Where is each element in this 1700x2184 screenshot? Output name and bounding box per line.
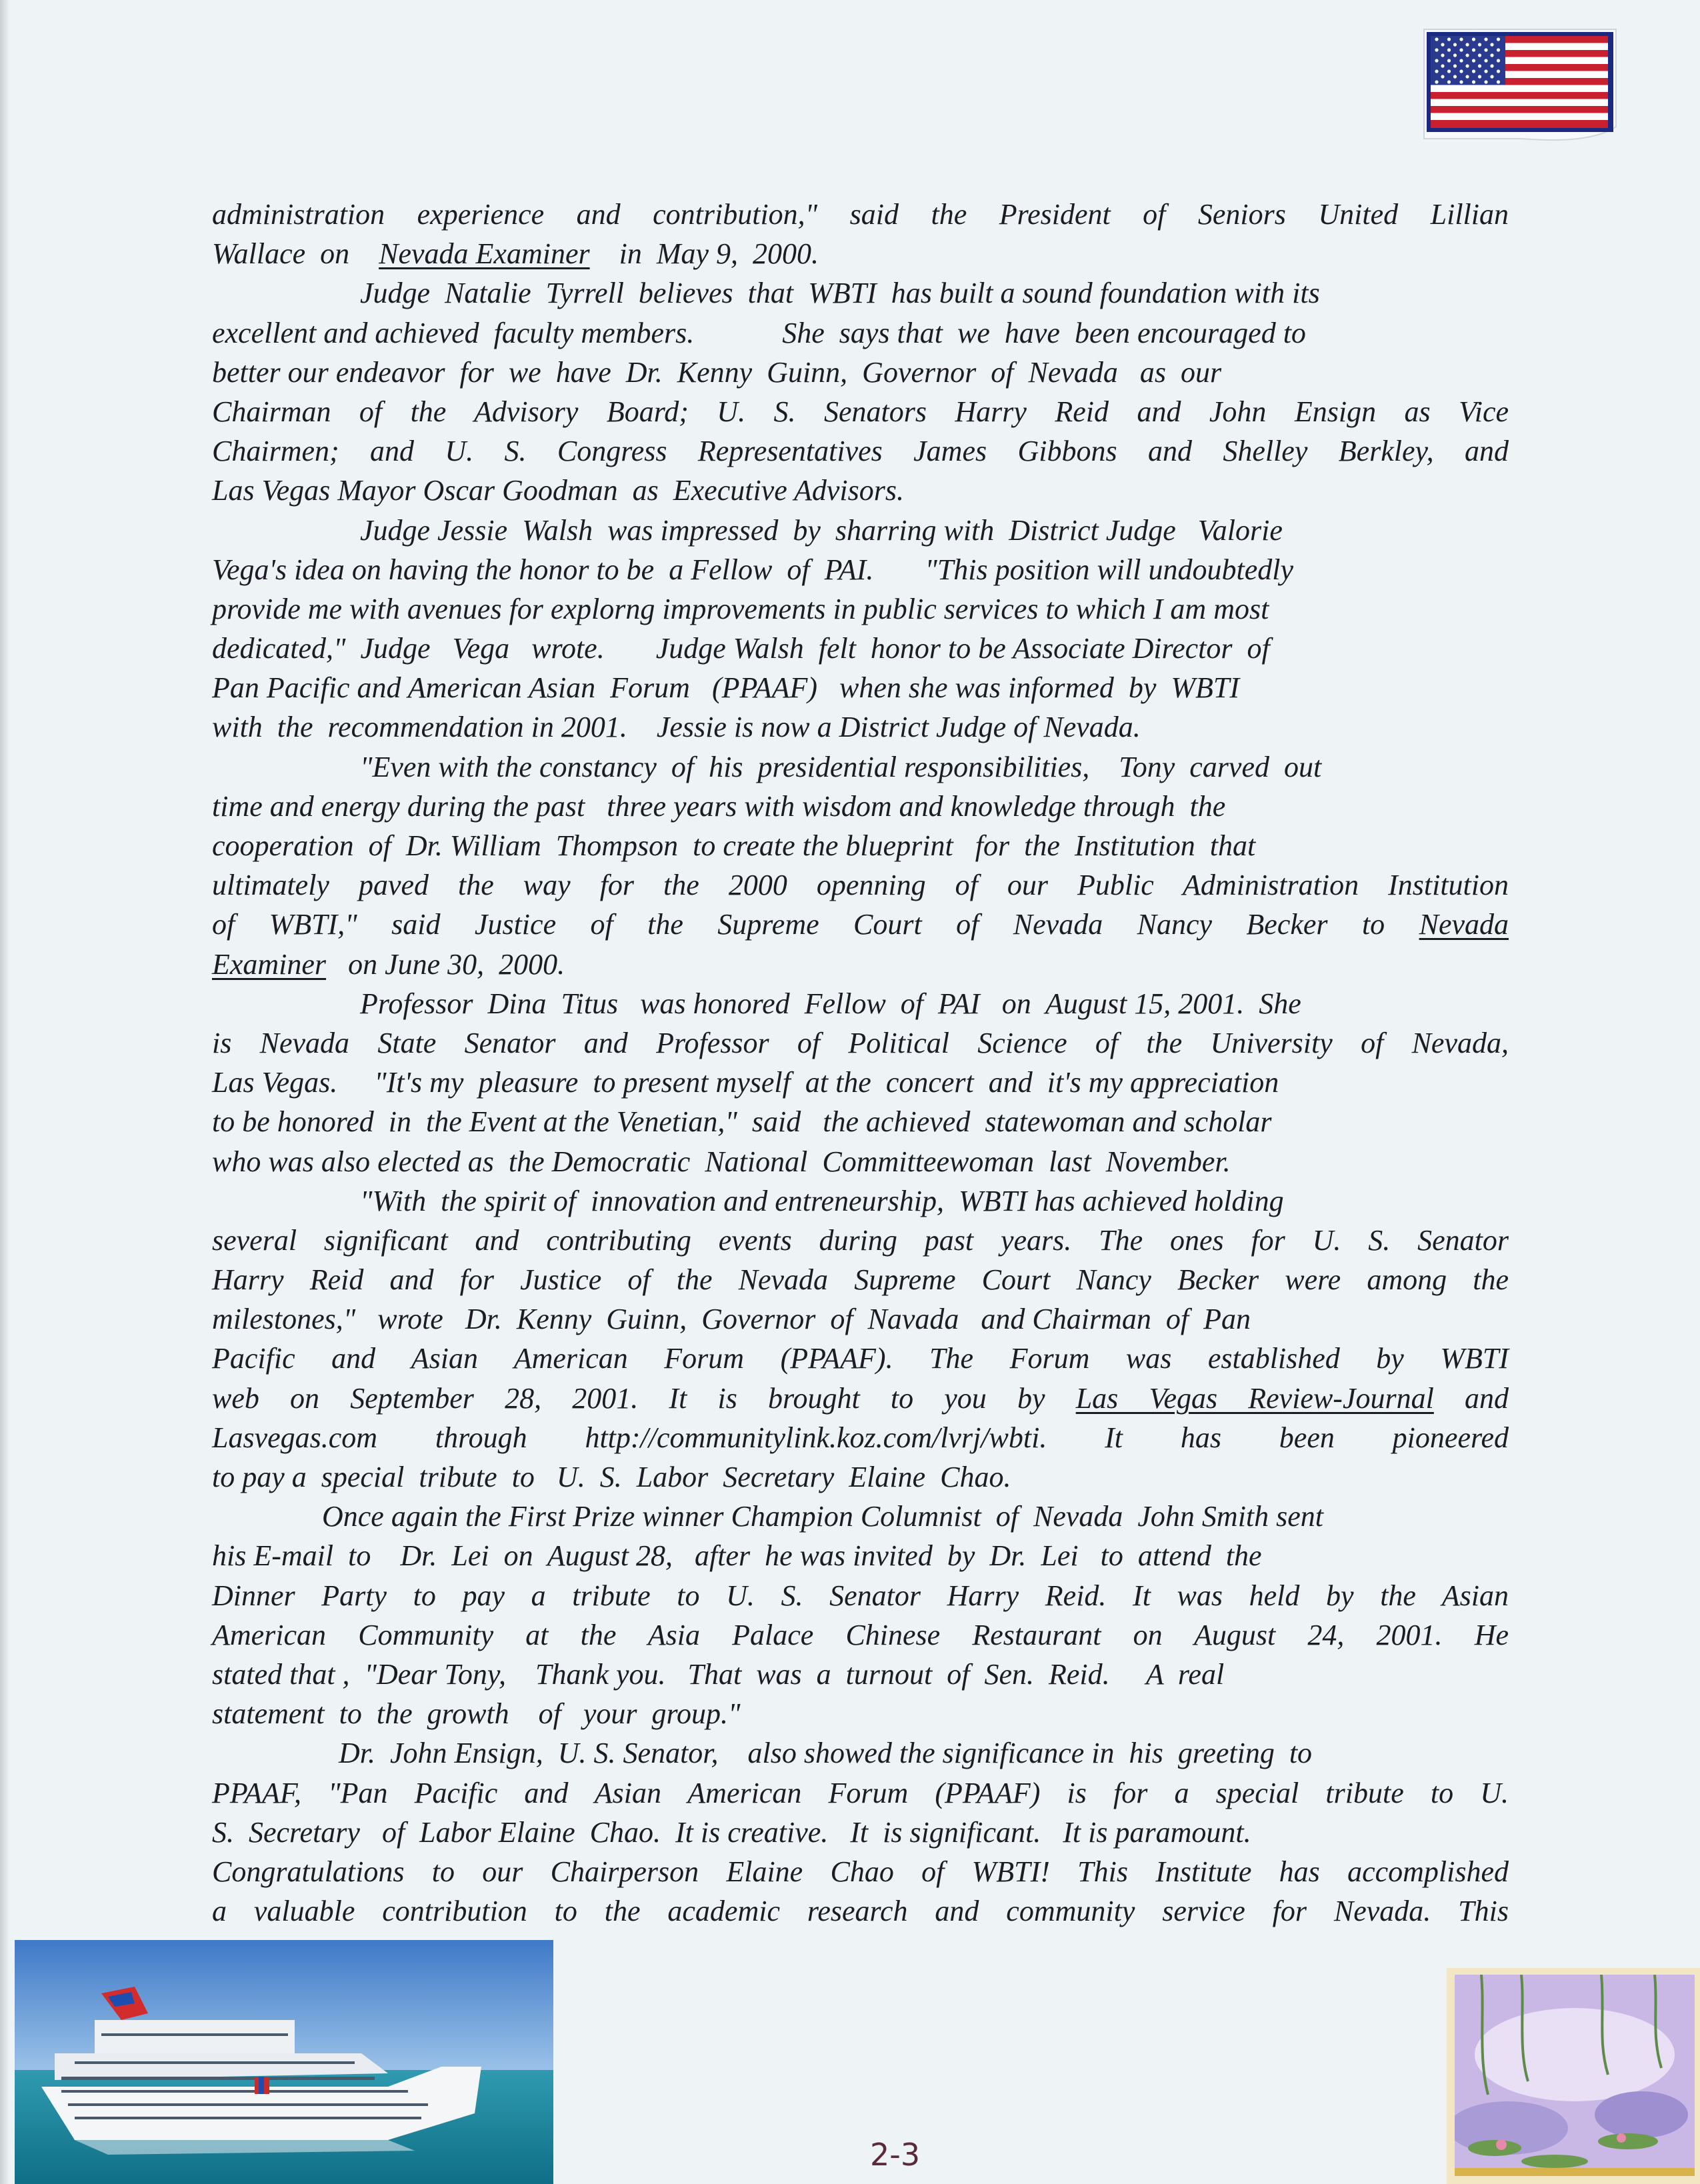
text-run: "With the spirit of innovation and entreneurship, WBTI has achieved holding: [360, 1184, 1284, 1217]
cruise-ship-photo: [15, 1940, 553, 2184]
text-line: [212, 1339, 1509, 1378]
text-line: [212, 905, 1509, 944]
text-line: [212, 865, 1509, 905]
text-line: [212, 1891, 1509, 1931]
text-run: better our endeavor for we have Dr. Kenny Guinn, Governor of Nevada as our: [212, 355, 1222, 389]
text-line: [212, 826, 1509, 865]
text-line: [212, 1023, 1509, 1063]
text-run: American Community at the Asia Palace Chinese Restaurant on August 24, 2001. He: [212, 1618, 1509, 1651]
text-run: stated that , "Dear Tony, Thank you. That was a turnout of Sen. Reid. A real: [212, 1657, 1225, 1691]
text-line: [212, 1733, 1509, 1773]
text-line: [212, 1694, 1509, 1733]
page-number: 2-3: [870, 2137, 921, 2173]
text-line: [212, 1852, 1509, 1891]
text-run: Once again the First Prize winner Champion Columnist of Nevada John Smith sent: [322, 1500, 1324, 1533]
text-line: [212, 1260, 1509, 1299]
text-line: [212, 1497, 1509, 1536]
text-run: to pay a special tribute to U. S. Labor Secretary Elaine Chao.: [212, 1461, 1011, 1493]
us-flag-icon: [1421, 27, 1619, 143]
text-line: [212, 392, 1509, 431]
text-run: Wallace on: [212, 237, 379, 271]
text-line: [212, 1181, 1509, 1221]
text-run: PPAAF, "Pan Pacific and Asian American Forum (PPAAF) is for a special tribute to U.: [212, 1776, 1509, 1809]
text-line: [212, 471, 1509, 510]
text-line: [212, 1655, 1509, 1694]
text-run: provide me with avenues for explorng improvements in public services to which I am most: [212, 592, 1269, 625]
text-run: time and energy during the past three years with wisdom and knowledge through the: [212, 789, 1226, 823]
text-line: [212, 550, 1509, 589]
underlined-title: Las Vegas Review-Journal: [1075, 1381, 1434, 1415]
text-run: of WBTI," said Justice of the Supreme Court of Nevada Nancy Becker to: [212, 908, 1419, 941]
text-run: ultimately paved the way for the 2000 openning of our Public Administration Institution: [212, 869, 1509, 902]
text-line: [212, 1221, 1509, 1260]
text-run: Las Vegas. "It's my pleasure to present myself at the concert and it's my appreciation: [212, 1066, 1279, 1099]
article-body: [212, 195, 1509, 1931]
text-line: [212, 353, 1509, 392]
underlined-title: Examiner: [212, 947, 327, 981]
text-line: [212, 511, 1509, 550]
underlined-title: Nevada: [1419, 908, 1509, 941]
text-line: [212, 984, 1509, 1023]
text-run: Vega's idea on having the honor to be a Fellow of PAI. "This position will undoubtedly: [212, 553, 1293, 586]
text-run: and: [1433, 1381, 1509, 1415]
text-line: [212, 629, 1509, 668]
text-run: his E-mail to Dr. Lei on August 28, after he was invited by Dr. Lei to attend the: [212, 1539, 1262, 1573]
text-run: Lasvegas.com through http://communitylink.koz.com/lvrj/wbti. It has been pioneered: [212, 1421, 1509, 1454]
text-run: Judge Jessie Walsh was impressed by sharring with District Judge Valorie: [360, 513, 1283, 547]
text-run: Pan Pacific and American Asian Forum (PPAAF) when she was informed by WBTI: [212, 671, 1240, 705]
text-run: web on September 28, 2001. It is brought to you by: [212, 1381, 1076, 1415]
text-line: [212, 1576, 1509, 1615]
text-run: Congratulations to our Chairperson Elaine Chao of WBTI! This Institute has accomplished: [212, 1855, 1509, 1888]
text-run: Las Vegas Mayor Oscar Goodman as Executive Advisors.: [212, 474, 904, 507]
text-run: Chairmen; and U. S. Congress Representatives James Gibbons and Shelley Berkley, and: [212, 435, 1509, 468]
text-line: [212, 1299, 1509, 1339]
text-run: with the recommendation in 2001. Jessie is now a District Judge of Nevada.: [212, 711, 1141, 744]
underlined-title: Nevada Examiner: [379, 237, 590, 271]
text-line: [212, 1813, 1509, 1852]
text-line: [212, 1615, 1509, 1655]
text-run: who was also elected as the Democratic National Committeewoman last November.: [212, 1145, 1231, 1178]
text-run: is Nevada State Senator and Professor of Political Science of the University of Nevada,: [212, 1026, 1509, 1059]
text-run: cooperation of Dr. William Thompson to create the blueprint for the Institution that: [212, 829, 1256, 862]
text-run: several significant and contributing events during past years. The ones for U. S. Senator: [212, 1223, 1509, 1257]
text-line: [212, 313, 1509, 353]
text-run: administration experience and contribution," said the President of Seniors United Lillian: [212, 198, 1509, 231]
text-line: [212, 787, 1509, 826]
text-run: dedicated," Judge Vega wrote. Judge Walsh felt honor to be Associate Director of: [212, 632, 1270, 665]
text-line: [212, 1142, 1509, 1181]
text-line: [212, 1102, 1509, 1141]
text-run: a valuable contribution to the academic research and community service for Nevada. This: [212, 1895, 1509, 1928]
text-run: excellent and achieved faculty members. She says that we have been encouraged to: [212, 316, 1306, 349]
text-line: [212, 668, 1509, 707]
text-run: Judge Natalie Tyrrell believes that WBTI has built a sound foundation with its: [360, 277, 1320, 310]
text-line: [212, 747, 1509, 787]
text-line: [212, 234, 1509, 273]
text-line: [212, 589, 1509, 629]
text-run: on June 30, 2000.: [326, 947, 565, 981]
page-edge-shadow: [0, 0, 9, 2184]
text-line: [212, 1379, 1509, 1418]
text-run: S. Secretary of Labor Elaine Chao. It is creative. It is significant. It is paramount.: [212, 1815, 1251, 1849]
text-run: Professor Dina Titus was honored Fellow of PAI on August 15, 2001. She: [360, 987, 1301, 1020]
text-line: [212, 431, 1509, 471]
text-line: [212, 945, 1509, 984]
text-run: Chairman of the Advisory Board; U. S. Senators Harry Reid and John Ensign as Vice: [212, 395, 1509, 428]
text-run: Harry Reid and for Justice of the Nevada Supreme Court Nancy Becker were among the: [212, 1263, 1509, 1297]
text-run: Dr. John Ensign, U. S. Senator, also showed the significance in his greeting to: [339, 1737, 1313, 1770]
text-line: [212, 1418, 1509, 1457]
text-line: [212, 1063, 1509, 1102]
text-run: "Even with the constancy of his presidential responsibilities, Tony carved out: [360, 750, 1322, 783]
text-run: Dinner Party to pay a tribute to U. S. Senator Harry Reid. It was held by the Asian: [212, 1579, 1509, 1612]
text-line: [212, 1536, 1509, 1575]
text-line: [212, 707, 1509, 747]
text-run: in May 9, 2000.: [589, 237, 819, 271]
text-run: Pacific and Asian American Forum (PPAAF). The Forum was established by WBTI: [212, 1342, 1509, 1375]
text-line: [212, 195, 1509, 234]
text-line: [212, 1457, 1509, 1497]
text-line: [212, 1773, 1509, 1813]
water-lilies-painting: [1447, 1968, 1700, 2184]
text-line: [212, 273, 1509, 313]
text-run: milestones," wrote Dr. Kenny Guinn, Governor of Navada and Chairman of Pan: [212, 1303, 1251, 1336]
text-run: statement to the growth of your group.": [212, 1697, 741, 1731]
text-run: to be honored in the Event at the Venetian," said the achieved statewoman and scholar: [212, 1105, 1272, 1139]
